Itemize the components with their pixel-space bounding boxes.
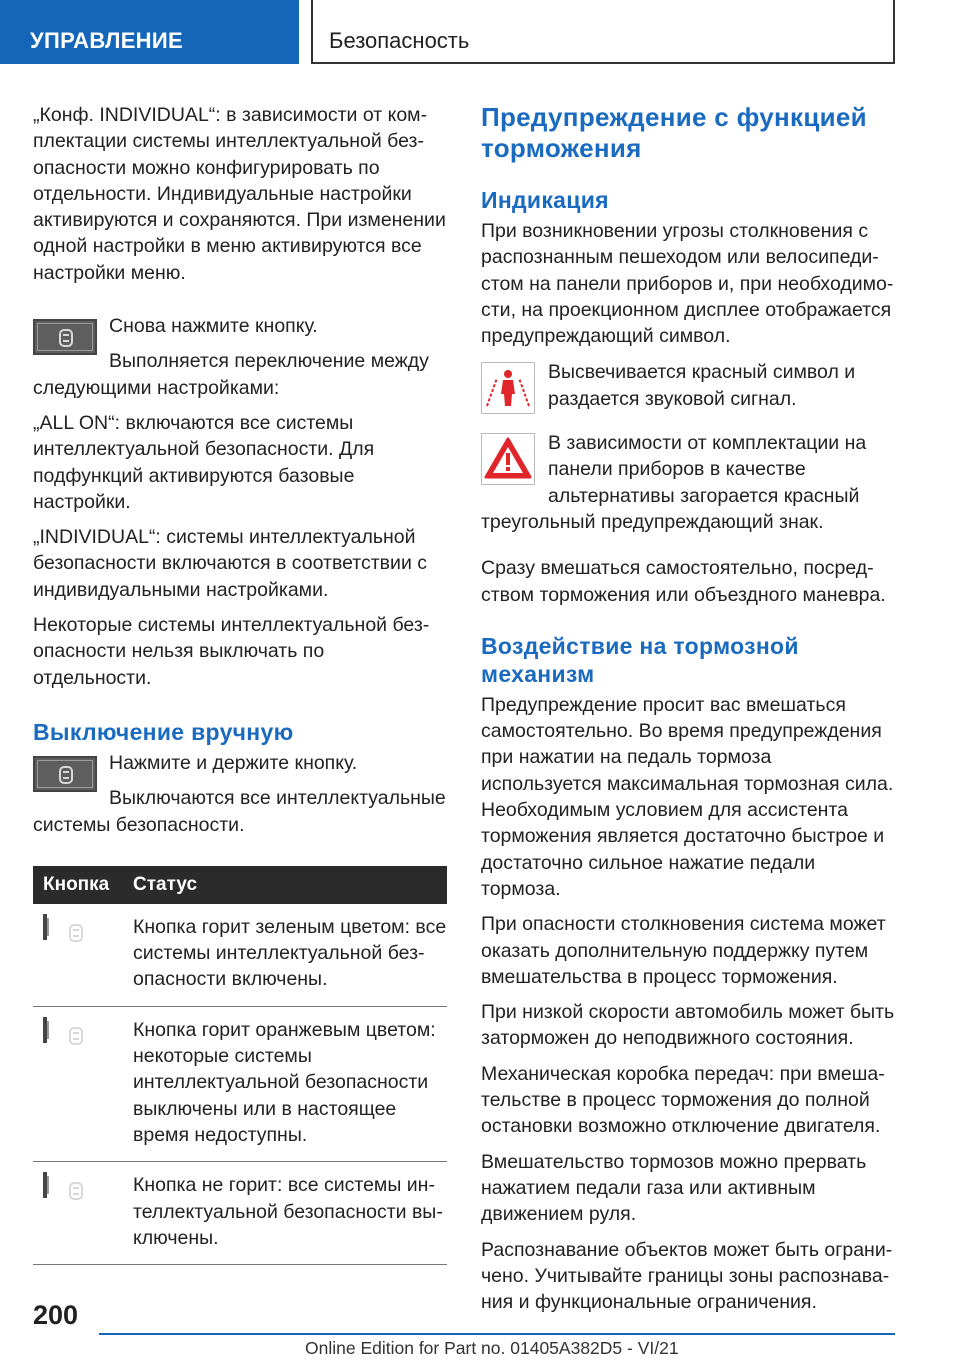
red-symbol-block [481, 359, 895, 430]
assist-button-icon [43, 914, 47, 940]
manual-off-heading: Выключение вручную [33, 718, 294, 745]
all-on-text: „ALL ON“: включаются все системы интеллектуальной безопасности. Для подфункций активируются базовые настройки. [33, 411, 375, 513]
pedestrian-warning-icon [481, 362, 535, 414]
right-column [481, 102, 895, 1324]
brake-paragraph-4: Механическая коробка передач: при вмешательстве в процесс торможения до полной остановки возможно отключение двигателя. [481, 1062, 885, 1138]
red-symbol-text: Высвечивается красный символ и раздается звуковой сигнал. [548, 361, 856, 410]
intro-paragraph: „Конф. INDIVIDUAL“: в зависимости от комплектации системы интеллектуальной безопасности можно конфигурировать по отдельности. Индивидуальные настройки активируются и сохраняются. При изменении одной настройки в меню активируются все настройки меню. [33, 104, 446, 284]
press-again-text: Снова нажмите кнопку. [109, 315, 318, 338]
subsection-tab: Безопасность [311, 0, 895, 64]
brake-heading: Воздействие на тормозной механизм [481, 632, 799, 687]
table-cell-status: Кнопка не горит: все системы интеллектуальной безопасности выключены. [133, 1162, 447, 1265]
indication-heading: Индикация [481, 187, 609, 213]
brake-paragraph-2: При опасности столкновения система может оказать дополнительную поддержку путем вмешательства в процесс торможения. [481, 913, 886, 988]
table-header-row [33, 866, 447, 904]
manual-off-block [33, 750, 447, 866]
table-cell-status: Кнопка горит оранжевым цветом: некоторые системы интеллектуальной безопасности выключены или в настоящее время недоступны. [133, 1006, 447, 1161]
brake-paragraph-5: Вмешательство тормозов можно прервать нажатием педали газа или активным движением руля. [481, 1150, 867, 1226]
section-tab: УПРАВЛЕНИЕ [0, 0, 299, 64]
brake-paragraph-6: Распознавание объектов может быть ограничено. Учитывайте границы зоны распознавания и функциональные ограничения. [481, 1238, 893, 1314]
assist-button-icon [33, 319, 97, 355]
all-off-text: Выключаются все интеллектуальные системы безопасности. [33, 787, 446, 836]
main-heading: Предупреждение с функцией торможения [481, 102, 867, 163]
triangle-text: В зависимости от комплектации на панели приборов в качестве альтернативы загорается красный треугольный предупреждающий знак. [481, 432, 867, 533]
table-cell-icon [33, 1162, 133, 1265]
brake-paragraph-1: Предупреждение просит вас вмешаться самостоятельно. Во время предупреждения при нажатии на педаль тормоза используется максимальная тормозная сила. Необходимым условием для ассистента торможения является достаточно быстрое и достаточно сильное нажатие педали тормоза. [481, 693, 894, 900]
page-number: 200 [33, 1300, 79, 1330]
table-row [33, 1162, 447, 1265]
brake-paragraph-3: При низкой скорости автомобиль может быть заторможен до неподвижного состояния. [481, 1001, 895, 1050]
press-again-block [33, 313, 447, 410]
some-systems-text: Некоторые системы интеллектуальной безопасности нельзя выключать по отдельности. [33, 614, 430, 689]
intervene-text: Сразу вмешаться самостоятельно, посредством торможения или объездного маневра. [481, 557, 886, 606]
table-header-button: Кнопка [33, 866, 133, 904]
table-header-status: Статус [133, 866, 447, 904]
press-hold-text: Нажмите и держите кнопку. [109, 751, 358, 774]
individual-text: „INDIVIDUAL“: системы интеллектуальной безопасности включаются в соответствии с индивидуальными настройками. [33, 526, 427, 601]
warning-triangle-icon [481, 433, 535, 485]
triangle-block [481, 430, 895, 535]
left-column [33, 102, 447, 1265]
footer-divider [99, 1333, 895, 1335]
table-cell-status: Кнопка горит зеленым цветом: все системы интеллектуальной безопасности включены. [133, 904, 447, 1006]
assist-button-icon [43, 1172, 47, 1198]
table-row [33, 904, 447, 1006]
table-cell-icon [33, 1006, 133, 1161]
table-cell-icon [33, 904, 133, 1006]
assist-button-icon [43, 1017, 47, 1043]
assist-button-icon [33, 756, 97, 792]
table-row [33, 1006, 447, 1161]
footer-edition: Online Edition for Part no. 01405A382D5 - VI/21 [305, 1338, 679, 1358]
indication-text: При возникновении угрозы столкновения с распознанным пешеходом или велосипедистом на панели приборов и, при необходимости, на проекционном дисплее отображается предупреждающий символ. [481, 220, 894, 348]
status-table [33, 866, 447, 1265]
switch-between-text: Выполняется переключение между следующими настройками: [33, 350, 429, 399]
